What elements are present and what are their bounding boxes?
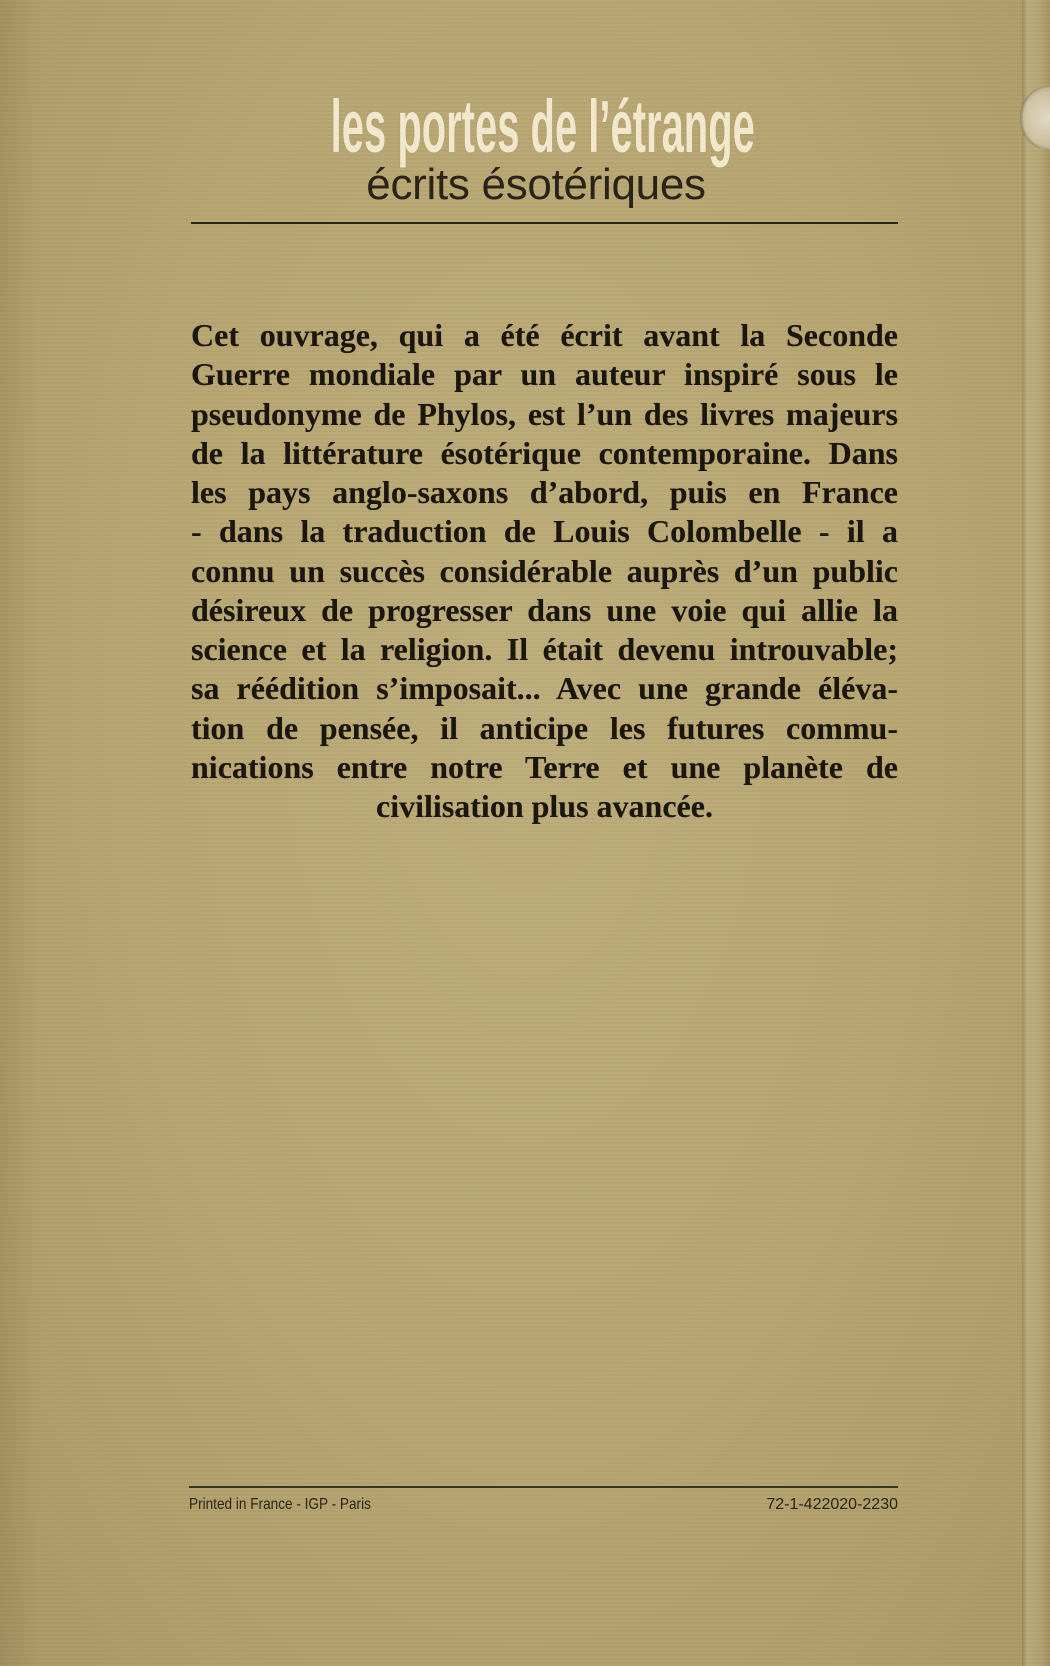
- blurb-line-13: civilisation plus avancée.: [376, 788, 713, 824]
- blurb-line-5: les pays anglo-saxons d’abord, puis en France: [191, 474, 898, 510]
- blurb-line-8: désireux de progresser dans une voie qui allie la: [191, 591, 898, 628]
- blurb-line-1: Cet ouvrage, qui a été écrit avant la Seconde: [191, 317, 898, 353]
- blurb-line-10: sa réédition s’imposait... Avec une grande éléva-: [191, 670, 898, 707]
- series-title-block: [93, 85, 993, 170]
- blurb-line-7: connu un succès considérable auprès d’un public: [191, 552, 898, 589]
- blurb-line-6: - dans la traduction de Louis Colombelle - il a: [191, 513, 898, 550]
- top-rule: [191, 222, 898, 224]
- right-edge-fold: [1022, 0, 1050, 1666]
- blurb-line-9: science et la religion. Il était devenu introuvable;: [191, 631, 898, 667]
- blurb-text: [191, 316, 898, 826]
- printer-imprint: Printed in France - IGP - Paris: [189, 1496, 371, 1513]
- catalog-code: 72-1-422020-2230: [766, 1496, 898, 1513]
- series-subtitle-block: [86, 160, 986, 213]
- blurb-line-11: tion de pensée, il anticipe les futures commu-: [191, 709, 898, 746]
- series-title: les portes de l’étrange: [330, 85, 756, 168]
- blurb-line-4: de la littérature ésotérique contemporaine. Dans: [191, 434, 898, 471]
- bottom-rule: [189, 1486, 898, 1488]
- blurb-line-2: Guerre mondiale par un auteur inspiré sous le: [191, 356, 898, 393]
- series-subtitle: écrits ésotériques: [366, 160, 706, 209]
- blurb-line-3: pseudonyme de Phylos, est l’un des livres majeurs: [191, 395, 898, 432]
- blurb-line-12: nications entre notre Terre et une planète de: [191, 748, 898, 785]
